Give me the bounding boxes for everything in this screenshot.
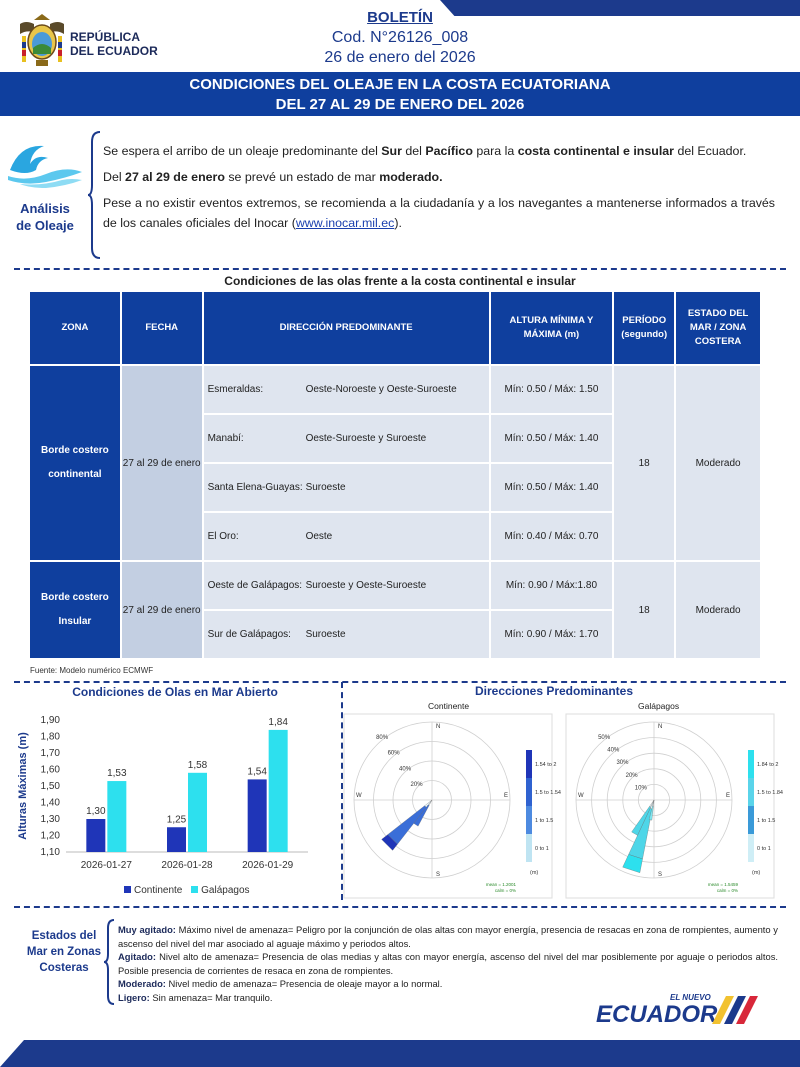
y-tick-label: 1,40 — [40, 797, 60, 809]
rose-frame — [344, 714, 552, 898]
estado-item — [118, 923, 778, 950]
header-altura: ALTURA MÍNIMA Y MÁXIMA (m) — [491, 292, 613, 364]
table-title: Condiciones de las olas frente a la costa continental e insular — [224, 274, 576, 288]
cardinal-e: E — [726, 793, 731, 799]
rose-legend-swatch — [748, 834, 754, 862]
rose-ring-label: 10% — [634, 785, 647, 792]
rose-ring-label: 40% — [607, 747, 620, 754]
table-header-row — [30, 292, 760, 364]
coat-of-arms-icon — [16, 12, 68, 68]
title-band — [0, 72, 800, 116]
bar-galápagos-2026-01-29 — [269, 730, 288, 852]
periodo-insular: 18 — [614, 562, 674, 658]
text-bold: moderado. — [379, 170, 443, 184]
direccion-cell — [204, 464, 489, 511]
rose-legend-swatch — [526, 778, 532, 806]
zona-line1: Borde costero — [41, 592, 109, 603]
direccion-cell — [204, 611, 489, 658]
rose-legend-swatch — [526, 750, 532, 778]
source-note: Fuente: Modelo numérico ECMWF — [30, 666, 154, 675]
vertical-divider — [341, 682, 343, 900]
rose-label-galapagos: Galápagos — [638, 701, 680, 711]
fecha-insular: 27 al 29 de enero — [122, 562, 202, 658]
place-label: Santa Elena-Guayas: — [207, 482, 303, 493]
logo-big-text: ECUADOR — [596, 1001, 718, 1028]
altura-cell: Mín: 0.90 / Máx: 1.70 — [491, 611, 613, 658]
estado-continental: Moderado — [676, 366, 760, 560]
republica-line2: DEL ECUADOR — [70, 44, 158, 58]
rose-legend-label: 1.5 to 1.84 — [757, 790, 783, 796]
bar-value-label: 1,25 — [166, 814, 187, 826]
rose-legend-label: 0 to 1 — [757, 846, 771, 852]
rose-ring-label: 40% — [399, 766, 412, 773]
text-span: se prevé un estado de mar — [224, 170, 380, 184]
direccion-cell — [204, 562, 489, 609]
rose-stat-calm: calm = 0% — [494, 888, 516, 893]
estado-desc: Sin amenaza= Mar tranquilo. — [149, 991, 273, 1003]
rose-legend-swatch — [748, 750, 754, 778]
y-tick-label: 1,70 — [40, 748, 60, 759]
bulletin-date: 26 de enero del 2026 — [324, 49, 476, 66]
place-label: Sur de Galápagos: — [207, 629, 291, 640]
rose-ring-label: 20% — [410, 782, 423, 789]
bar-value-label: 1,58 — [187, 759, 208, 771]
estados-title-line1: Estados del — [31, 930, 97, 942]
direction-value: Oeste-Suroeste y Suroeste — [305, 433, 427, 444]
bar-value-label: 1,53 — [107, 768, 127, 780]
place-label: Esmeraldas: — [207, 384, 264, 395]
legend-swatch-galapagos — [191, 886, 198, 893]
wave-conditions-table — [28, 290, 762, 660]
rose-ring-label: 20% — [625, 772, 638, 779]
rose-frame — [566, 714, 774, 898]
rose-legend-swatch — [526, 806, 532, 834]
header-direccion: DIRECCIÓN PREDOMINANTE — [204, 292, 489, 364]
bar-chart — [12, 700, 334, 880]
estados-title-line2: Mar en Zonas — [26, 946, 102, 958]
estados-title-line3: Costeras — [39, 962, 89, 974]
rose-ring-label: 60% — [387, 750, 400, 757]
bar-value-label: 1,84 — [268, 716, 288, 728]
bar-value-label: 1,30 — [86, 806, 106, 817]
x-tick-label: 2026-01-29 — [242, 860, 294, 871]
analysis-paragraph-2 — [103, 167, 775, 187]
rose-stat-calm: calm = 0% — [716, 888, 738, 893]
analysis-paragraph-3 — [103, 193, 775, 233]
table-row — [30, 366, 760, 413]
text-bold: Pacífico — [425, 144, 473, 158]
estado-desc: Máximo nivel de amenaza= Peligro por la conjunción de olas altas con mayor energía, presencia de resacas en zona de rompientes, aumento y ascenso del nivel del mar asociado al aguaje máximo y periodos altos. — [118, 924, 778, 949]
estado-term: Muy agitado: — [118, 924, 176, 935]
text-span: para la — [472, 144, 518, 158]
header-fecha: FECHA — [122, 292, 202, 364]
directions-title: Direcciones Predominantes — [474, 684, 634, 698]
rose-ring-label: 30% — [616, 760, 629, 767]
cardinal-s: S — [658, 872, 663, 878]
y-tick-label: 1,90 — [40, 715, 60, 726]
zona-line1: Borde costero — [41, 445, 109, 456]
estado-desc: Nivel alto de amenaza= Presencia de olas medias y altas con mayor energía, ascenso del nivel del mar posiblemente por aguaje o periodos altos. Posible presencia de corrientes de resaca en zona de rompientes. — [118, 951, 778, 976]
altura-cell: Mín: 0.40 / Máx: 0.70 — [491, 513, 613, 560]
analysis-title-line2: de Oleaje — [16, 218, 74, 233]
bar-continente-2026-01-29 — [248, 779, 267, 852]
chart-legend — [118, 885, 250, 896]
rose-stat-mean: mean = 1.5459 — [707, 882, 738, 887]
rose-legend-label: 1.5 to 1.54 — [535, 790, 561, 796]
zona-insular — [30, 562, 120, 658]
y-tick-label: 1,80 — [40, 731, 60, 743]
wind-rose-galapagos — [566, 714, 783, 898]
rose-legend-swatch — [526, 834, 532, 862]
rose-legend-label: 1 to 1.5 — [535, 818, 554, 824]
cardinal-n: N — [658, 724, 663, 730]
wind-rose-continente — [344, 714, 561, 898]
rose-legend-label: 1.54 to 2 — [535, 762, 557, 768]
estado-item — [118, 950, 778, 977]
brace-decoration — [104, 918, 116, 1006]
rose-legend-label: 0 to 1 — [535, 846, 549, 852]
logo-small-text: EL NUEVO — [670, 993, 711, 1002]
altura-cell: Mín: 0.90 / Máx:1.80 — [491, 562, 613, 609]
direction-value: Suroeste — [305, 629, 346, 640]
brace-decoration — [88, 130, 102, 260]
y-tick-label: 1,60 — [40, 764, 60, 776]
analysis-paragraph-1 — [103, 141, 775, 161]
estado-desc: Nivel medio de amenaza= Presencia de oleaje mayor a lo normal. — [165, 978, 443, 989]
text-span: ). — [394, 216, 402, 230]
bar-galápagos-2026-01-28 — [188, 773, 207, 852]
direccion-cell — [204, 415, 489, 462]
text-span: del Ecuador. — [674, 144, 747, 158]
estado-term: Agitado: — [118, 951, 157, 962]
section-divider — [14, 268, 786, 270]
table-row — [30, 562, 760, 609]
place-label: Oeste de Galápagos: — [207, 580, 303, 591]
text-span: Se espera el arribo de un oleaje predominante del — [103, 144, 382, 158]
rose-legend-label: 1.84 to 2 — [757, 762, 779, 768]
rose-ring-label: 50% — [598, 734, 611, 741]
bar-continente-2026-01-27 — [86, 819, 105, 852]
direction-value: Suroeste y Oeste-Suroeste — [305, 580, 427, 591]
altura-cell: Mín: 0.50 / Máx: 1.40 — [491, 464, 613, 511]
inocar-link[interactable]: www.inocar.mil.ec — [295, 216, 395, 230]
cardinal-n: N — [436, 724, 441, 730]
cardinal-w: W — [578, 793, 584, 799]
bar-value-label: 1,54 — [247, 766, 267, 778]
estado-term: Moderado: — [118, 978, 166, 989]
zona-line2: continental — [48, 469, 102, 480]
el-nuevo-ecuador-logo — [594, 990, 774, 1028]
fecha-continental: 27 al 29 de enero — [122, 366, 202, 560]
chart-title: Condiciones de Olas en Mar Abierto — [72, 685, 278, 699]
text-bold: Sur — [381, 144, 402, 158]
cardinal-e: E — [504, 793, 509, 799]
legend-label-continente: Continente — [134, 885, 183, 896]
zona-continental — [30, 366, 120, 560]
text-span: del — [401, 144, 426, 158]
rose-legend-unit: (m) — [752, 870, 761, 876]
section-divider — [14, 906, 786, 908]
bulletin-code: Cod. N°26126_008 — [331, 29, 469, 46]
rose-legend-unit: (m) — [530, 870, 539, 876]
legend-label-galapagos: Galápagos — [201, 885, 250, 896]
direccion-cell — [204, 366, 489, 413]
estado-item — [118, 977, 778, 991]
rose-stat-mean: mean = 1.2001 — [485, 882, 516, 887]
rose-label-continente: Continente — [428, 701, 470, 711]
text-bold: costa continental e insular — [517, 144, 674, 158]
cardinal-w: W — [356, 793, 362, 799]
direccion-cell — [204, 513, 489, 560]
place-label: Manabí: — [207, 433, 244, 444]
title-line2: DEL 27 AL 29 DE ENERO DEL 2026 — [275, 96, 525, 113]
rose-ring-label: 80% — [376, 734, 389, 741]
republica-line1: REPÚBLICA — [70, 30, 141, 44]
direction-value: Suroeste — [305, 482, 346, 493]
bulletin-label: BOLETÍN — [367, 9, 433, 26]
y-tick-label: 1,50 — [40, 781, 60, 792]
y-tick-label: 1,10 — [40, 847, 60, 858]
rose-legend-label: 1 to 1.5 — [757, 818, 776, 824]
text-span: Del — [103, 170, 126, 184]
header-zona: ZONA — [30, 292, 120, 364]
y-axis-label: Alturas Máximas (m) — [17, 732, 29, 840]
estados-title — [22, 928, 106, 976]
zona-line2: Insular — [58, 616, 92, 627]
direction-value: Oeste — [305, 531, 333, 542]
direction-value: Oeste-Noroeste y Oeste-Suroeste — [305, 384, 457, 395]
estado-term: Ligero: — [118, 991, 150, 1003]
republica-label — [70, 30, 158, 58]
text-span: Pese a no existir eventos extremos, se recomienda a la ciudadanía y a los navegantes a mantenerse informados a través de los canales oficiales del Inocar ( — [103, 196, 775, 230]
rose-legend-swatch — [748, 778, 754, 806]
cardinal-s: S — [436, 872, 441, 878]
wave-icon — [6, 136, 84, 188]
title-line1: CONDICIONES DEL OLEAJE EN LA COSTA ECUATORIANA — [189, 76, 611, 93]
legend-swatch-continente — [124, 886, 131, 893]
periodo-continental: 18 — [614, 366, 674, 560]
y-tick-label: 1,30 — [40, 814, 60, 825]
analysis-title-line1: Análisis — [20, 201, 70, 216]
place-label: El Oro: — [207, 531, 239, 542]
altura-cell: Mín: 0.50 / Máx: 1.50 — [491, 366, 613, 413]
header-estado: ESTADO DEL MAR / ZONA COSTERA — [676, 292, 760, 364]
analysis-title — [10, 200, 80, 234]
bar-galápagos-2026-01-27 — [107, 781, 126, 852]
rose-legend-swatch — [748, 806, 754, 834]
bulletin-header — [300, 8, 500, 68]
y-tick-label: 1,20 — [40, 830, 60, 842]
header-periodo: PERÍODO (segundo) — [614, 292, 674, 364]
bottom-decorative-band — [0, 1040, 800, 1067]
altura-cell: Mín: 0.50 / Máx: 1.40 — [491, 415, 613, 462]
section-divider — [14, 681, 786, 683]
x-tick-label: 2026-01-27 — [80, 860, 132, 871]
estado-insular: Moderado — [676, 562, 760, 658]
x-tick-label: 2026-01-28 — [161, 860, 213, 871]
bar-continente-2026-01-28 — [167, 827, 186, 852]
analysis-text — [103, 141, 775, 239]
text-bold: 27 al 29 de enero — [125, 170, 225, 184]
